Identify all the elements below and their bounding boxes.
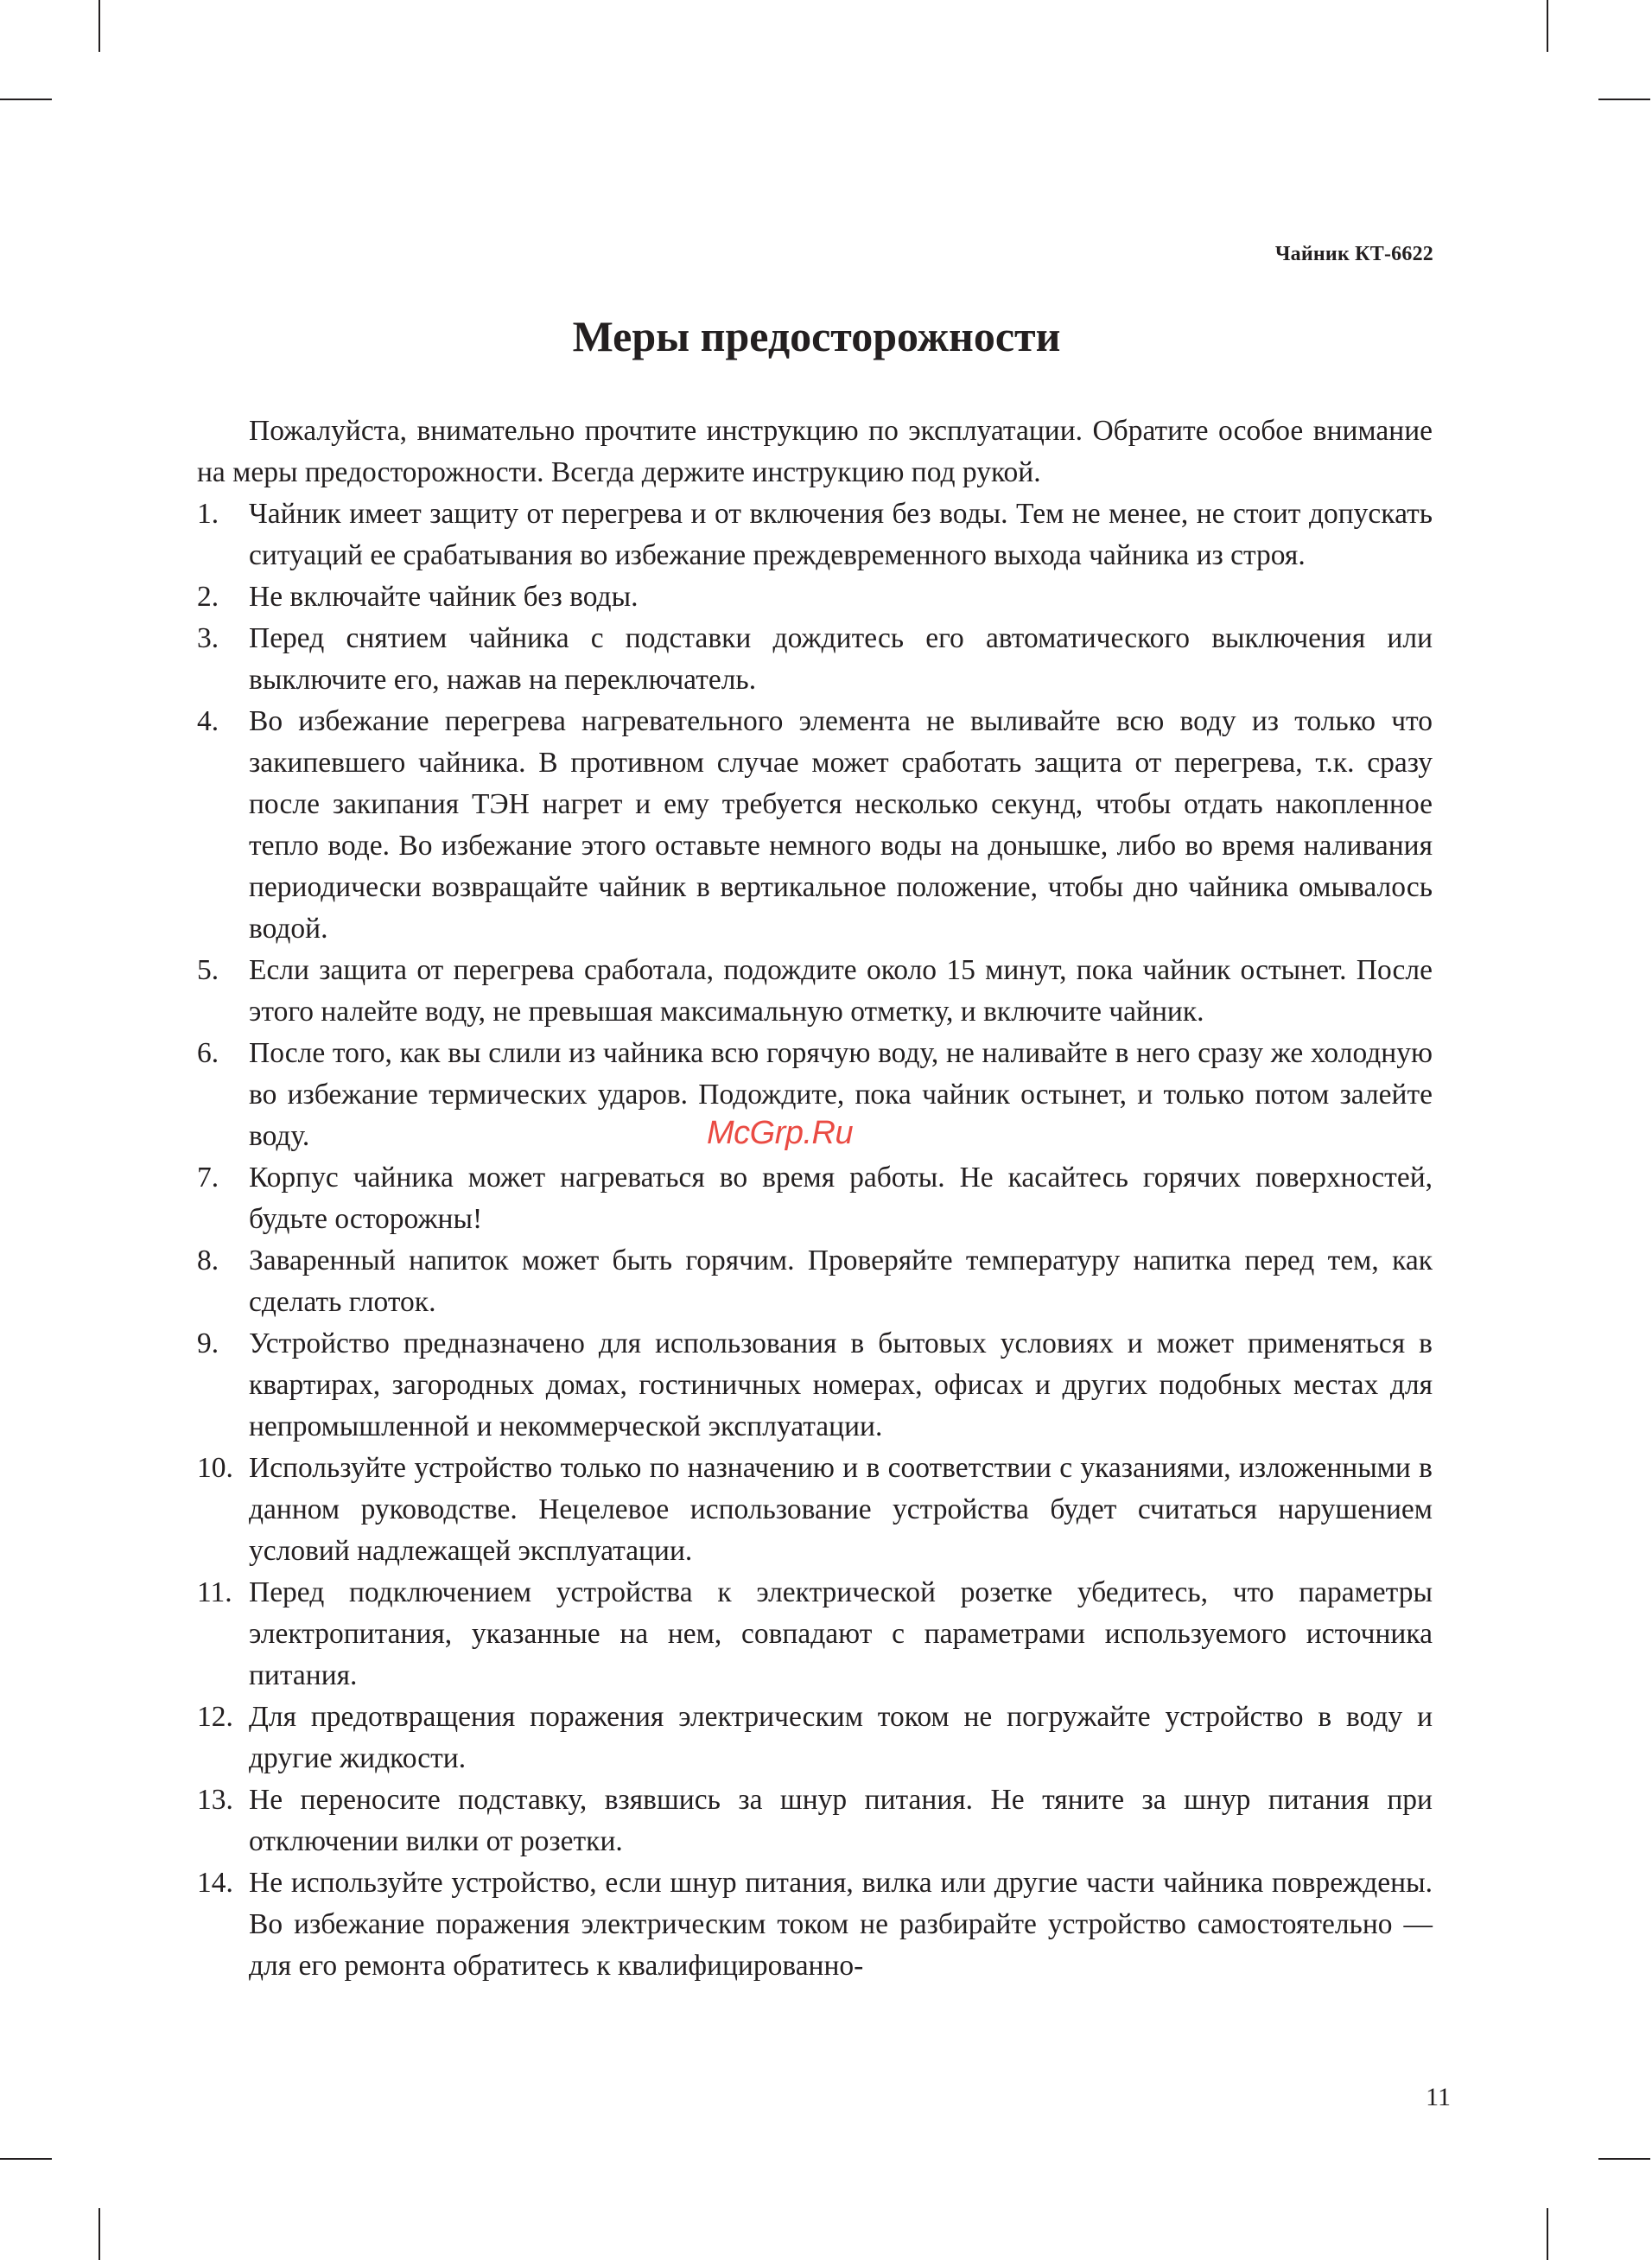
list-item — [197, 1779, 1433, 1862]
item-number: 8. — [197, 1245, 219, 1276]
page-number: 11 — [1426, 2083, 1451, 2111]
item-text: Не используйте устройство, если шнур питания, вилка или другие части чайника повреждены. Во избежание поражения электрическим током не разбирайте устройство самостоятельно — для его ремонта обратитесь к квалифицированно- — [249, 1867, 1433, 1982]
item-text: После того, как вы слили из чайника всю горячую воду, не наливайте в него сразу же холодную во избежание термических ударов. Подождите, пока чайник остынет, и только потом залейте воду. — [249, 1037, 1433, 1152]
item-text: Устройство предназначено для использования в бытовых условиях и может применяться в квартирах, загородных домах, гостиничных номерах, офисах и других подобных местах для непромышленной и некоммерческой эксплуатации. — [249, 1327, 1433, 1442]
item-number: 9. — [197, 1327, 219, 1359]
list-item — [197, 701, 1433, 950]
list-item — [197, 1448, 1433, 1572]
item-number: 3. — [197, 622, 219, 654]
item-number: 11. — [197, 1576, 232, 1608]
list-item — [197, 1157, 1433, 1240]
item-text: Корпус чайника может нагреваться во время работы. Не касайтесь горячих поверхностей, будьте осторожны! — [249, 1162, 1433, 1235]
list-item — [197, 618, 1433, 701]
watermark: McGrp.Ru — [707, 1115, 854, 1151]
list-item — [197, 493, 1433, 576]
item-text: Чайник имеет защиту от перегрева и от включения без воды. Тем не менее, не стоит допускать ситуаций ее срабатывания во избежание преждевременного выхода чайника из строя. — [249, 498, 1433, 571]
list-item — [197, 1572, 1433, 1697]
item-text: Во избежание перегрева нагревательного элемента не выливайте всю воду из только что закипевшего чайника. В противном случае может сработать защита от перегрева, т.к. сразу после закипания ТЭН нагрет и ему требуется несколько секунд, чтобы отдать накопленное тепло воде. Во избежание этого оставьте немного воды на донышке, либо во время наливания периодически возвращайте чайник в вертикальное положение, чтобы дно чайника омывалось водой. — [249, 705, 1433, 945]
list-item — [197, 1862, 1433, 1987]
running-header: Чайник КТ-6622 — [1274, 243, 1433, 265]
item-number: 13. — [197, 1784, 233, 1816]
item-number: 4. — [197, 705, 219, 737]
page-title: Меры предосторожности — [572, 312, 1061, 360]
crop-mark-top-left-vertical — [98, 0, 100, 52]
item-number: 5. — [197, 954, 219, 986]
precautions-list — [197, 493, 1433, 1987]
crop-mark-bottom-right-horizontal — [1598, 2158, 1650, 2160]
item-text: Не переносите подставку, взявшись за шнур питания. Не тяните за шнур питания при отключении вилки от розетки. — [249, 1784, 1433, 1857]
crop-mark-top-right-vertical — [1547, 0, 1548, 52]
item-text: Для предотвращения поражения электрическим током не погружайте устройство в воду и другие жидкости. — [249, 1701, 1433, 1774]
crop-mark-top-right-horizontal — [1598, 99, 1650, 100]
crop-mark-bottom-left-vertical — [98, 2208, 100, 2260]
list-item — [197, 1697, 1433, 1779]
item-number: 14. — [197, 1867, 233, 1899]
list-item — [197, 1323, 1433, 1448]
item-text: Перед снятием чайника с подставки дождитесь его автоматического выключения или выключите его, нажав на переключатель. — [249, 622, 1433, 696]
item-text: Если защита от перегрева сработала, подождите около 15 минут, пока чайник остынет. После этого налейте воду, не превышая максимальную отметку, и включите чайник. — [249, 954, 1433, 1028]
item-number: 7. — [197, 1162, 219, 1194]
item-number: 1. — [197, 498, 219, 530]
list-item — [197, 576, 1433, 618]
item-text: Заваренный напиток может быть горячим. Проверяйте температуру напитка перед тем, как сделать глоток. — [249, 1245, 1433, 1318]
crop-mark-bottom-left-horizontal — [0, 2158, 52, 2160]
item-number: 10. — [197, 1452, 233, 1484]
item-number: 2. — [197, 581, 219, 613]
item-number: 12. — [197, 1701, 233, 1733]
list-item — [197, 1240, 1433, 1323]
crop-mark-top-left-horizontal — [0, 99, 52, 100]
item-text: Не включайте чайник без воды. — [249, 581, 639, 613]
item-text: Перед подключением устройства к электрической розетке убедитесь, что параметры электропитания, указанные на нем, совпадают с параметрами используемого источника питания. — [249, 1576, 1433, 1691]
intro-paragraph: Пожалуйста, внимательно прочтите инструкцию по эксплуатации. Обратите особое внимание на меры предосторожности. Всегда держите инструкцию под рукой. — [197, 415, 1433, 488]
item-number: 6. — [197, 1037, 219, 1069]
list-item — [197, 950, 1433, 1033]
crop-mark-bottom-right-vertical — [1547, 2208, 1548, 2260]
item-text: Используйте устройство только по назначению и в соответствии с указаниями, изложенными в данном руководстве. Нецелевое использование устройства будет считаться нарушением условий надлежащей эксплуатации. — [249, 1452, 1433, 1567]
document-body — [197, 411, 1433, 1987]
